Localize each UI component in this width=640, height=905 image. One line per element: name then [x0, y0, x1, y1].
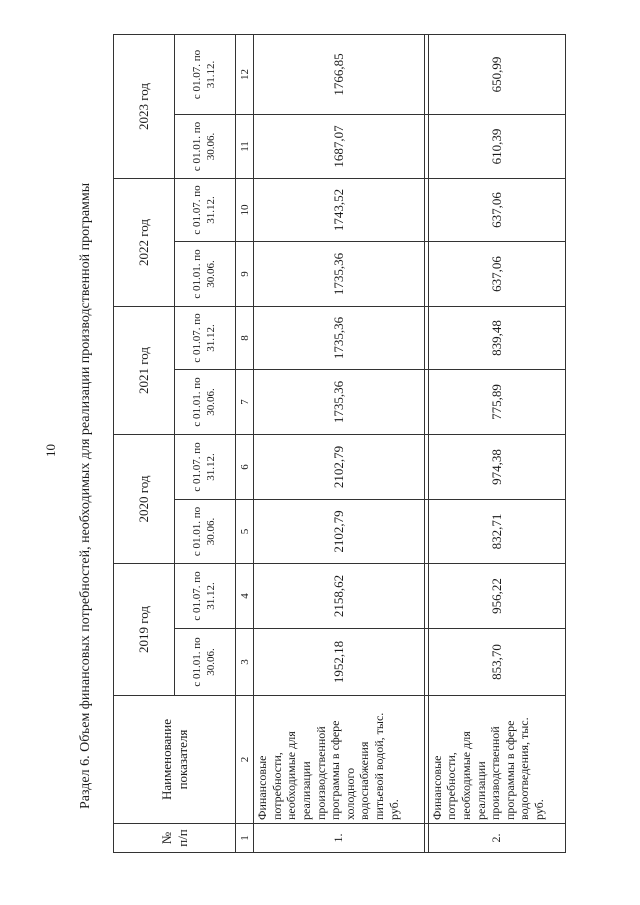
column-index: 3 — [236, 629, 254, 696]
table-row — [254, 35, 425, 853]
value-cell: 637,06 — [428, 242, 565, 307]
financial-needs-table — [113, 34, 566, 853]
column-index: 9 — [236, 242, 254, 307]
header-name: Наименование показателя — [114, 696, 236, 824]
column-index: 1 — [236, 824, 254, 853]
row-number: 1. — [254, 824, 425, 853]
period-header: с 01.07. по 31.12. — [175, 564, 236, 629]
value-cell: 1952,18 — [254, 629, 425, 696]
value-cell: 637,06 — [428, 179, 565, 242]
value-cell: 2102,79 — [254, 435, 425, 500]
value-cell: 1735,36 — [254, 242, 425, 307]
value-cell: 650,99 — [428, 35, 565, 115]
indicator-name: Финансовые потребности, необходимые для реализации производственной программы в сфере водоотведения, тыс. руб. — [428, 696, 565, 824]
value-cell: 2158,62 — [254, 564, 425, 629]
value-cell: 853,70 — [428, 629, 565, 696]
period-header: с 01.01. по 30.06. — [175, 629, 236, 696]
column-index: 8 — [236, 307, 254, 370]
year-header: 2021 год — [114, 307, 175, 435]
value-cell: 1766,85 — [254, 35, 425, 115]
column-index: 2 — [236, 696, 254, 824]
value-cell: 610,39 — [428, 115, 565, 179]
year-header: 2022 год — [114, 179, 175, 307]
column-index: 6 — [236, 435, 254, 500]
period-header: с 01.01. по 30.06. — [175, 500, 236, 564]
indicator-name: Финансовые потребности, необходимые для реализации производственной программы в сфере холодного водоснабжения питьевой водой, тыс. руб. — [254, 696, 425, 824]
year-header: 2019 год — [114, 564, 175, 696]
value-cell: 775,89 — [428, 370, 565, 435]
period-header: с 01.07. по 31.12. — [175, 307, 236, 370]
column-index: 10 — [236, 179, 254, 242]
period-header: с 01.07. по 31.12. — [175, 35, 236, 115]
value-cell: 832,71 — [428, 500, 565, 564]
table-row — [428, 35, 565, 853]
value-cell: 1687,07 — [254, 115, 425, 179]
period-header: с 01.07. по 31.12. — [175, 435, 236, 500]
period-header: с 01.07. по 31.12. — [175, 179, 236, 242]
column-index: 5 — [236, 500, 254, 564]
value-cell: 839,48 — [428, 307, 565, 370]
column-index: 7 — [236, 370, 254, 435]
value-cell: 1743,52 — [254, 179, 425, 242]
value-cell: 974,38 — [428, 435, 565, 500]
column-index: 11 — [236, 115, 254, 179]
header-no: № п/п — [114, 824, 236, 853]
value-cell: 1735,36 — [254, 307, 425, 370]
column-index: 4 — [236, 564, 254, 629]
year-header: 2023 год — [114, 35, 175, 179]
column-index: 12 — [236, 35, 254, 115]
section-title: Раздел 6. Объем финансовых потребностей, необходимых для реализации производственной программы — [78, 182, 93, 809]
period-header: с 01.01. по 30.06. — [175, 242, 236, 307]
value-cell: 956,22 — [428, 564, 565, 629]
page-number: 10 — [43, 444, 58, 457]
year-header: 2020 год — [114, 435, 175, 564]
row-number: 2. — [428, 824, 565, 853]
value-cell: 2102,79 — [254, 500, 425, 564]
period-header: с 01.01. по 30.06. — [175, 115, 236, 179]
value-cell: 1735,36 — [254, 370, 425, 435]
period-header: с 01.01. по 30.06. — [175, 370, 236, 435]
